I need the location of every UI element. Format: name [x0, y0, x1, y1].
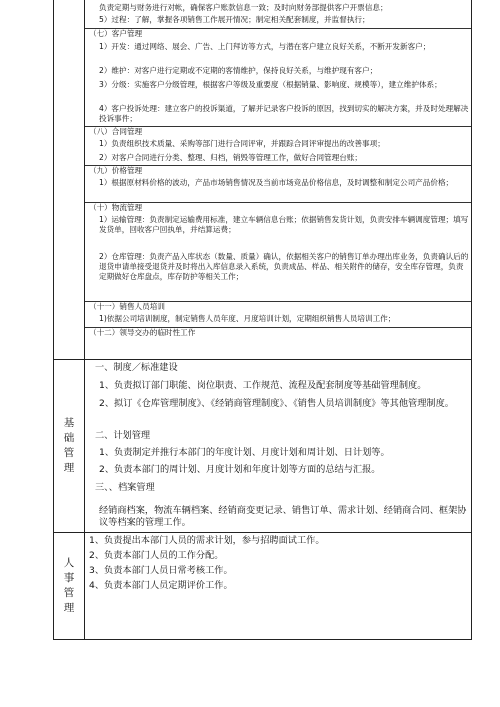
table-row-sales-duties [54, 0, 471, 360]
text-line: 3、负责本部门人员日常考核工作。 [89, 565, 233, 576]
table-row-basic-management [54, 360, 471, 533]
section-heading: （十一）销售人员培训 [85, 301, 471, 312]
text-line: 2、负责本部门人员的工作分配。 [89, 550, 224, 561]
text-line: 1）负责组织技术质量、采购等部门进行合同评审，并跟踪合同评审提出的改善事项； [99, 139, 385, 148]
text-line: 1）根据原材料价格的波动，产品市场销售情况及当前市场竞品价格信息，及时调整和制定公司产品价格； [99, 178, 454, 187]
row-label: 基础管理 [63, 417, 75, 474]
text-line: 经销商档案，物流车辆档案、经销商变更记录、销售订单、需求计划、经销商合同、框架协议等档案的管理工作。 [99, 505, 467, 528]
document-table [53, 0, 472, 640]
text-line: 1、负责拟订部门职能、岗位职责、工作规范、流程及配套制度等基础管理制度。 [99, 380, 427, 391]
section-heading: 一、制度／标准建设 [95, 362, 178, 373]
table-row-hr-management [54, 533, 471, 640]
text-line: 5）过程：了解，掌握各项销售工作展开情况；制定相关配套制度，并监督执行； [99, 15, 370, 24]
section-heading: 二、计划管理 [95, 430, 151, 441]
row-label-cell [54, 360, 85, 532]
row-content-cell [85, 533, 471, 639]
section-heading: 三、、档案管理 [95, 482, 155, 493]
text-line: 2）维护：对客户进行定期或不定期的客情维护，保持良好关系，与维护现有客户； [99, 66, 378, 75]
text-line: 1）运输管理：负责制定运输费用标准，建立车辆信息台账；依据销售发货计划，负责安排车辆调度管理；填写发货单，回收客户回执单，并结算运费； [99, 215, 469, 234]
text-line: 2）对客户合同进行分类、整理、归档，销毁等管理工作，做好合同管理台账； [99, 153, 363, 162]
text-line: 4、负责本部门人员定期评价工作。 [89, 580, 233, 591]
section-heading: （十二）领导交办的临时性工作 [85, 327, 471, 338]
text-line: 1)依据公司培训制度，制定销售人员年度、月度培训计划，定期组织销售人员培训工作； [99, 314, 396, 323]
text-line: 1）开发：通过网络、展会、广告、上门拜访等方式，与潜在客户建立良好关系，不断开发新客户； [99, 42, 431, 51]
text-line: 负责定期与财务进行对帐，确保客户账款信息一致；及时向财务部提供客户开票信息； [99, 3, 388, 12]
text-line: 3）分级：实施客户分级管理，根据客户等级及重要度（根据销量、影响度、规模等），建立维护体系； [99, 80, 442, 89]
row-label-cell [54, 0, 85, 359]
section-heading: （九）价格管理 [85, 165, 471, 176]
text-line: 2）仓库管理：负责产品入库状态（数量、质量）确认，依据相关客户的销售订单办理出库业务，负责确认后的退货申请单接受退货并及时将出入库信息录入系统，负责成品、样品、相关附件的储存，安全库存管理，负责定期做好仓库盘点，库存防护等相关工作； [99, 252, 469, 281]
text-line: 2、拟订《仓库管理制度》、《经销商管理制度》、《销售人员培训制度》等其他管理制度。 [99, 398, 454, 409]
text-line: 1、负责制定并推行本部门的年度计划、月度计划和周计划、日计划等。 [99, 447, 390, 458]
row-content-cell [85, 0, 471, 359]
section-heading: （七）客户管理 [85, 28, 471, 39]
text-line: 1、负责提出本部门人员的需求计划，参与招聘面试工作。 [89, 535, 325, 546]
section-heading: （十）物流管理 [85, 202, 471, 213]
text-line: 4）客户投诉处理：建立客户的投诉渠道，了解并记录客户投诉的原因，找到切实的解决方案，并及时处理解决投诉事件； [99, 104, 469, 123]
text-line: 2、负责本部门的周计划、月度计划和年度计划等方面的总结与汇报。 [99, 464, 381, 475]
section-heading: （八）合同管理 [85, 126, 471, 137]
row-content-cell [85, 360, 471, 532]
row-label-cell [54, 533, 85, 639]
row-label: 人事管理 [63, 557, 75, 614]
